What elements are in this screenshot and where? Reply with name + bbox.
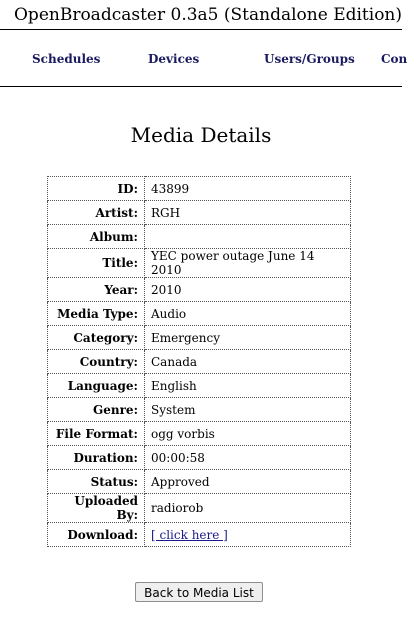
- app-title: OpenBroadcaster 0.3a5 (Standalone Edition): [14, 5, 403, 25]
- detail-row-status: [48, 470, 351, 494]
- main-nav: [0, 30, 407, 87]
- detail-label: Album:: [48, 225, 145, 249]
- detail-label: Title:: [48, 249, 145, 278]
- detail-value: 00:00:58: [145, 446, 351, 470]
- detail-label: Media Type:: [48, 302, 145, 326]
- detail-label: Download:: [48, 523, 145, 547]
- detail-value: 2010: [145, 278, 351, 302]
- detail-row-id: [48, 177, 351, 201]
- detail-label: Category:: [48, 326, 145, 350]
- detail-row-duration: [48, 446, 351, 470]
- detail-value: Audio: [145, 302, 351, 326]
- detail-row-language: [48, 374, 351, 398]
- back-to-media-list-button[interactable]: Back to Media List: [135, 582, 263, 602]
- detail-label: Genre:: [48, 398, 145, 422]
- detail-label: Artist:: [48, 201, 145, 225]
- page-title: Media Details: [130, 123, 272, 147]
- detail-row-category: [48, 326, 351, 350]
- detail-value: YEC power outage June 14 2010: [145, 249, 351, 278]
- detail-label: Uploaded By:: [48, 494, 145, 523]
- nav-item-schedules[interactable]: Schedules: [32, 52, 101, 66]
- detail-value: [145, 523, 351, 547]
- detail-row-file-format: [48, 422, 351, 446]
- detail-value: Emergency: [145, 326, 351, 350]
- detail-value: System: [145, 398, 351, 422]
- detail-value: RGH: [145, 201, 351, 225]
- detail-label: ID:: [48, 177, 145, 201]
- detail-label: Year:: [48, 278, 145, 302]
- detail-row-country: [48, 350, 351, 374]
- nav-item-users-groups[interactable]: Users/Groups: [264, 52, 355, 66]
- detail-value: ogg vorbis: [145, 422, 351, 446]
- detail-label: Country:: [48, 350, 145, 374]
- detail-value: Approved: [145, 470, 351, 494]
- detail-row-genre: [48, 398, 351, 422]
- detail-label: Language:: [48, 374, 145, 398]
- nav-item-truncated[interactable]: Con: [381, 52, 407, 66]
- detail-label: Duration:: [48, 446, 145, 470]
- detail-row-download: [48, 523, 351, 547]
- detail-label: Status:: [48, 470, 145, 494]
- detail-row-album: [48, 225, 351, 249]
- detail-value: [145, 225, 351, 249]
- detail-row-title: [48, 249, 351, 278]
- detail-row-uploaded-by: [48, 494, 351, 523]
- app-header: [0, 0, 402, 30]
- detail-label: File Format:: [48, 422, 145, 446]
- detail-value: English: [145, 374, 351, 398]
- detail-value: Canada: [145, 350, 351, 374]
- detail-value: radiorob: [145, 494, 351, 523]
- detail-row-year: [48, 278, 351, 302]
- download-link[interactable]: [ click here ]: [151, 527, 228, 542]
- detail-row-media-type: [48, 302, 351, 326]
- nav-item-devices[interactable]: Devices: [148, 52, 200, 66]
- media-details-table: [47, 176, 351, 547]
- detail-row-artist: [48, 201, 351, 225]
- detail-value: 43899: [145, 177, 351, 201]
